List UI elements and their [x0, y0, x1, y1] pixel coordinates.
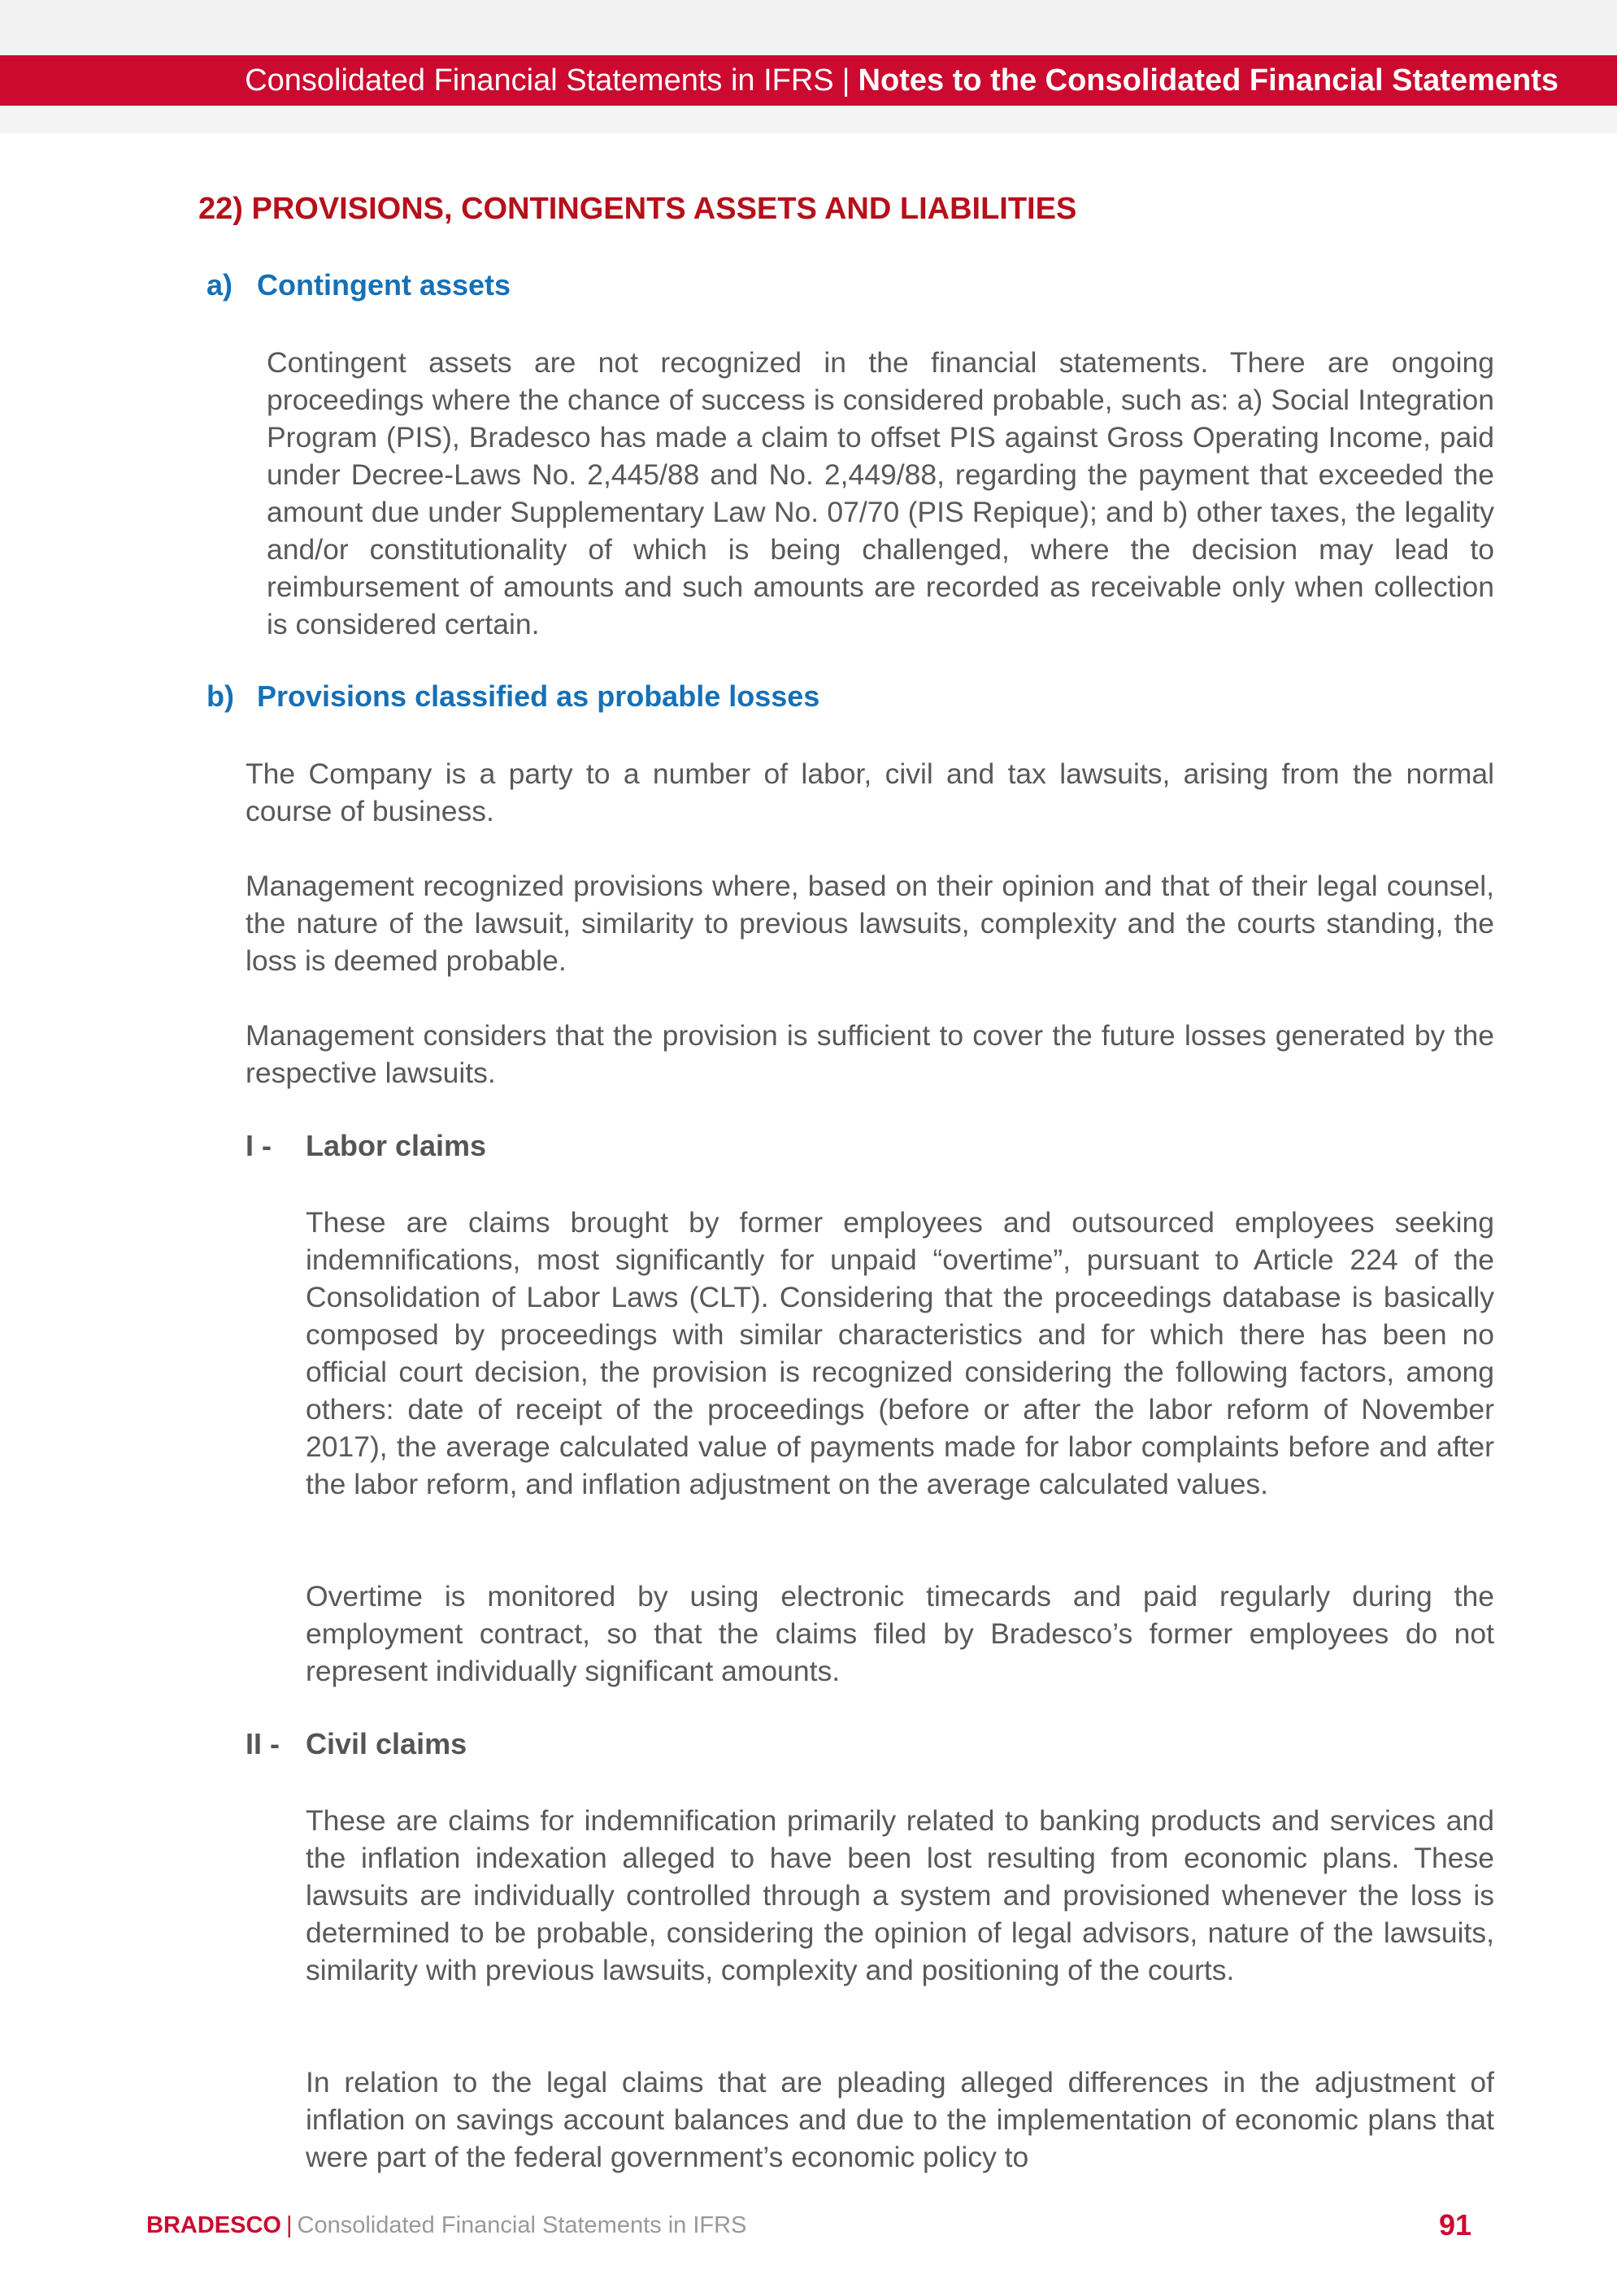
subheading-letter: b) [206, 679, 234, 713]
subheading-contingent-assets [206, 268, 511, 302]
heading-title: Labor claims [306, 1129, 487, 1162]
subheading-letter: a) [206, 268, 233, 302]
labor-paragraph-2: Overtime is monitored by using electronic timecards and paid regularly during the employment contract, so that the claims filed by Bradesco’s former employees do not represent individually significant amounts. [306, 1580, 1494, 1687]
subheading-title: Provisions classified as probable losses [257, 679, 820, 713]
header-shadow-band [0, 106, 1617, 133]
section-title: 22) PROVISIONS, CONTINGENTS ASSETS AND LIABILITIES [198, 192, 1077, 226]
footer-doc-title: Consolidated Financial Statements in IFRS [297, 2211, 747, 2238]
heading-number: II - [246, 1727, 280, 1760]
header-bar [0, 55, 1617, 106]
page-footer [146, 2207, 1471, 2243]
subheading-title: Contingent assets [257, 268, 511, 302]
footer-label [146, 2212, 746, 2239]
heading-number: I - [246, 1129, 272, 1162]
provisions-paragraph-2: Management recognized provisions where, based on their opinion and that of their legal counsel, the nature of the lawsuit, similarity to previous lawsuits, complexity and the courts standing, the loss is deemed probable. [246, 870, 1494, 977]
heading-title: Civil claims [306, 1727, 467, 1760]
header-section-title: Notes to the Consolidated Financial Statements [858, 63, 1558, 98]
top-band [0, 0, 1617, 55]
civil-paragraph-1: These are claims for indemnification primarily related to banking products and services and the inflation indexation alleged to have been lost resulting from economic plans. These lawsuits are individually controlled through a system and provisioned whenever the loss is determined to be probable, considering the opinion of legal advisors, nature of the lawsuits, similarity with previous lawsuits, complexity and positioning of the courts. [306, 1804, 1494, 1986]
header-doc-title: Consolidated Financial Statements in IFRS [245, 63, 834, 98]
provisions-paragraph-3: Management considers that the provision is sufficient to cover the future losses generated by the respective lawsuits. [246, 1019, 1494, 1089]
subheading-provisions-probable [206, 679, 819, 714]
heading-civil-claims [246, 1727, 467, 1761]
header-separator: | [841, 63, 850, 98]
footer-brand: BRADESCO [146, 2211, 281, 2238]
footer-separator: | [285, 2211, 293, 2238]
civil-paragraph-2: In relation to the legal claims that are pleading alleged differences in the adjustment of inflation on savings account balances and due to the implementation of economic plans that were part of the federal government’s economic policy to [306, 2066, 1494, 2173]
labor-paragraph-1: These are claims brought by former employees and outsourced employees seeking indemnifications, most significantly for unpaid “overtime”, pursuant to Article 224 of the Consolidation of Labor Laws (CLT). Considering that the proceedings database is basically composed by proceedings with similar characteristics and for which there has been no official court decision, the provision is recognized considering the following factors, among others: date of receipt of the proceedings (before or after the labor reform of November 2017), the average calculated value of payments made for labor complaints before and after the labor reform, and inflation adjustment on the average calculated values. [306, 1206, 1494, 1500]
page-number: 91 [1438, 2208, 1471, 2242]
provisions-paragraph-1: The Company is a party to a number of labor, civil and tax lawsuits, arising from the normal course of business. [246, 757, 1494, 827]
contingent-assets-paragraph: Contingent assets are not recognized in the financial statements. There are ongoing proceedings where the chance of success is considered probable, such as: a) Social Integration Program (PIS), Bradesco has made a claim to offset PIS against Gross Operating Income, paid under Decree-Laws No. 2,445/88 and No. 2,449/88, regarding the payment that exceeded the amount due under Supplementary Law No. 07/70 (PIS Repique); and b) other taxes, the legality and/or constitutionality of which is being challenged, where the decision may lead to reimbursement of amounts and such amounts are recorded as receivable only when collection is considered certain. [267, 346, 1494, 640]
heading-labor-claims [246, 1129, 486, 1163]
